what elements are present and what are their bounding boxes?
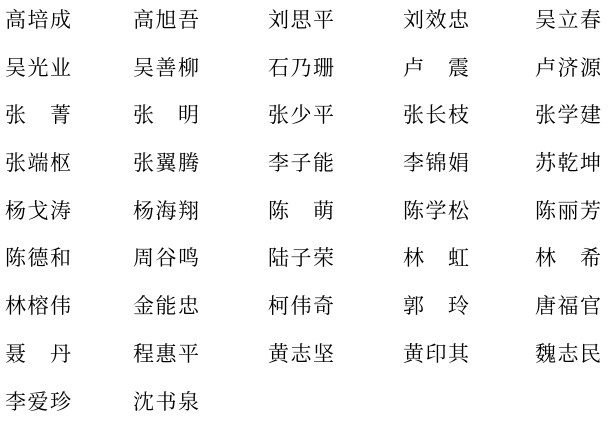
name-item: 高培成 bbox=[5, 8, 73, 32]
name-item: 柯伟奇 bbox=[268, 294, 336, 319]
name-item: 高旭吾 bbox=[133, 8, 201, 32]
name-item: 李爱珍 bbox=[5, 389, 73, 414]
name-item: 林榕伟 bbox=[5, 294, 73, 319]
name-item: 陈丽芳 bbox=[535, 198, 603, 223]
name-item: 郭 玲 bbox=[403, 294, 471, 319]
name-item: 黄印其 bbox=[403, 341, 471, 366]
name-item: 刘思平 bbox=[268, 8, 336, 32]
name-item: 吴立春 bbox=[535, 8, 603, 32]
name-item: 张端枢 bbox=[5, 151, 73, 176]
name-item: 李锦娟 bbox=[403, 151, 471, 176]
name-item: 陈德和 bbox=[5, 246, 73, 271]
name-item: 张翼腾 bbox=[133, 151, 201, 176]
name-item: 卢济源 bbox=[535, 55, 603, 80]
name-item: 卢 震 bbox=[403, 55, 471, 80]
name-item: 林 虹 bbox=[403, 246, 471, 271]
name-item: 陆子荣 bbox=[268, 246, 336, 271]
name-item: 杨戈涛 bbox=[5, 198, 73, 223]
name-item: 张少平 bbox=[268, 103, 336, 128]
name-item: 周谷鸣 bbox=[133, 246, 201, 271]
name-item: 沈书泉 bbox=[133, 389, 201, 414]
name-item: 石乃珊 bbox=[268, 55, 336, 80]
name-item: 苏乾坤 bbox=[535, 151, 603, 176]
name-item: 黄志坚 bbox=[268, 341, 336, 366]
name-item: 张长枝 bbox=[403, 103, 471, 128]
name-item: 李子能 bbox=[268, 151, 336, 176]
name-item: 林 希 bbox=[535, 246, 603, 271]
name-item: 陈学松 bbox=[403, 198, 471, 223]
name-item: 唐福官 bbox=[535, 294, 603, 319]
name-item: 聂 丹 bbox=[5, 341, 73, 366]
name-item: 张学建 bbox=[535, 103, 603, 128]
name-item: 刘效忠 bbox=[403, 8, 471, 32]
name-item: 陈 萌 bbox=[268, 198, 336, 223]
name-item: 张 明 bbox=[133, 103, 201, 128]
name-item: 杨海翔 bbox=[133, 198, 201, 223]
name-item: 程惠平 bbox=[133, 341, 201, 366]
name-item: 吴光业 bbox=[5, 55, 73, 80]
name-item: 吴善柳 bbox=[133, 55, 201, 80]
name-item: 魏志民 bbox=[535, 341, 603, 366]
name-item: 张 菁 bbox=[5, 103, 73, 128]
name-item: 金能忠 bbox=[133, 294, 201, 319]
